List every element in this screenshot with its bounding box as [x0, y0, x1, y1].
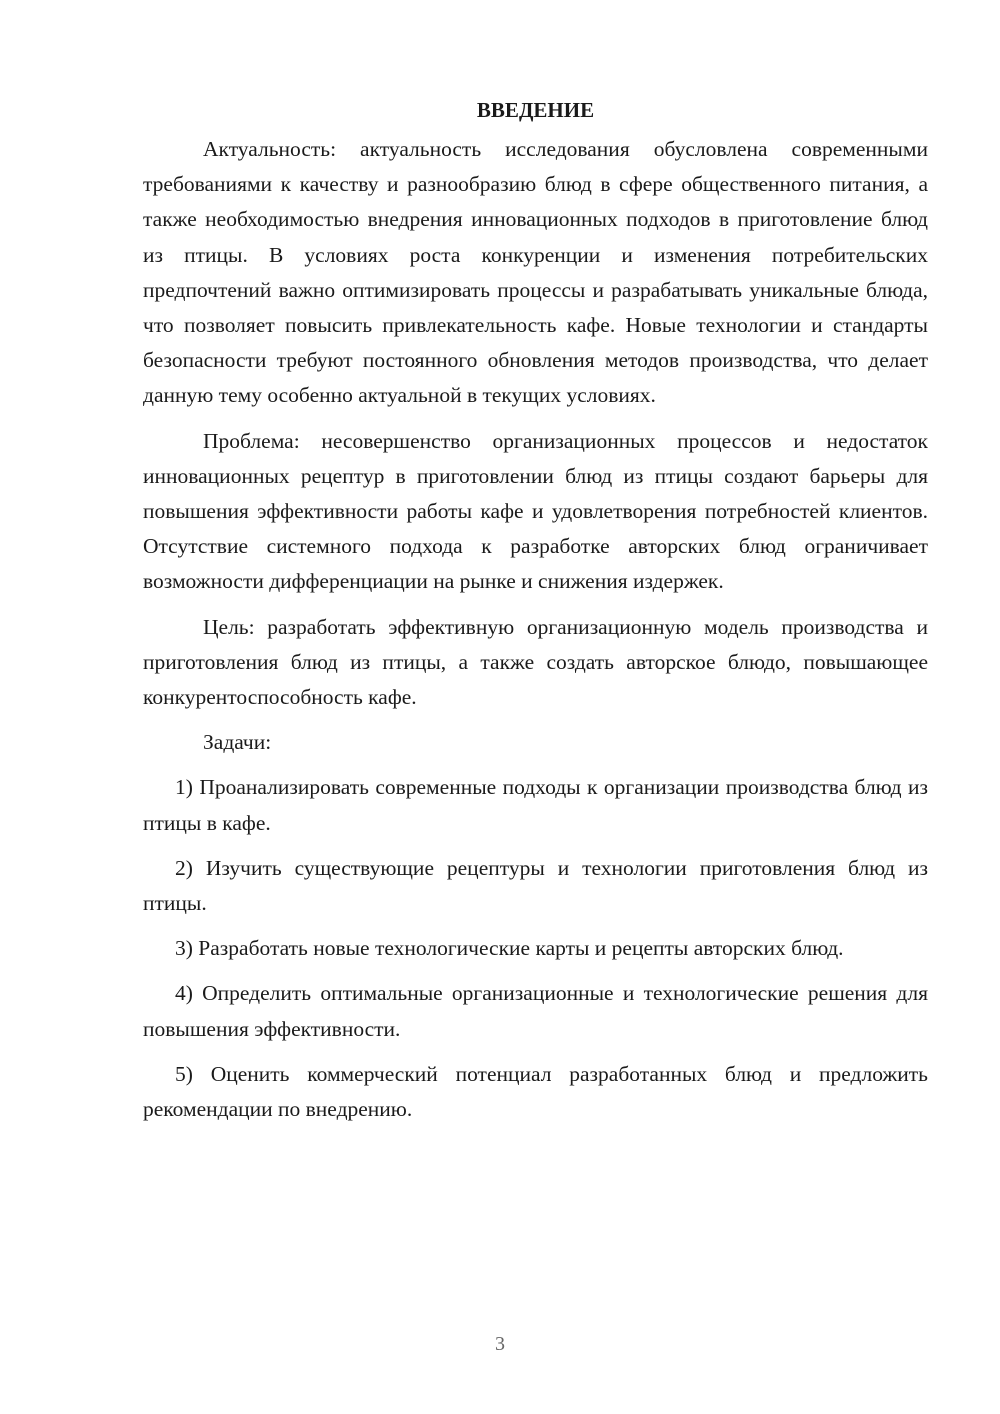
- paragraph-problem: Проблема: несовершенство организационных процессов и недостаток инновационных рецептур в приготовлении блюд из птицы создают барьеры для повышения эффективности работы кафе и удовлетворения потребностей клиентов. Отсутствие системного подхода к разработке авторских блюд ограничивает возможности дифференциации на рынке и снижения издержек.: [143, 428, 928, 594]
- task-item-4: 4) Определить оптимальные организационные и технологические решения для повышения эффективности.: [143, 981, 928, 1041]
- paragraph-relevance: Актуальность: актуальность исследования обусловлена современными требованиями к качеству и разнообразию блюд в сфере общественного питания, а также необходимостью внедрения инновационных подходов в приготовление блюд из птицы. В условиях роста конкуренции и изменения потребительских предпочтений важно оптимизировать процессы и разрабатывать уникальные блюда, что позволяет повысить привлекательность кафе. Новые технологии и стандарты безопасности требуют постоянного обновления методов производства, что делает данную тему особенно актуальной в текущих условиях.: [143, 137, 928, 408]
- task-item-2: 2) Изучить существующие рецептуры и технологии приготовления блюд из птицы.: [143, 855, 928, 916]
- task-item-3: 3) Разработать новые технологические карты и рецепты авторских блюд.: [175, 936, 844, 961]
- task-item-1: 1) Проанализировать современные подходы к организации производства блюд из птицы в кафе.: [143, 775, 928, 835]
- page-number: 3: [495, 1333, 505, 1355]
- page-title: ВВЕДЕНИЕ: [476, 98, 595, 122]
- paragraph-goal: Цель: разработать эффективную организационную модель производства и приготовления блюд из птицы, а также создать авторское блюдо, повышающее конкурентоспособность кафе.: [143, 614, 928, 710]
- tasks-heading: Задачи:: [203, 730, 272, 755]
- document-page: [143, 92, 928, 1137]
- task-item-5: 5) Оценить коммерческий потенциал разработанных блюд и предложить рекомендации по внедрению.: [143, 1061, 928, 1122]
